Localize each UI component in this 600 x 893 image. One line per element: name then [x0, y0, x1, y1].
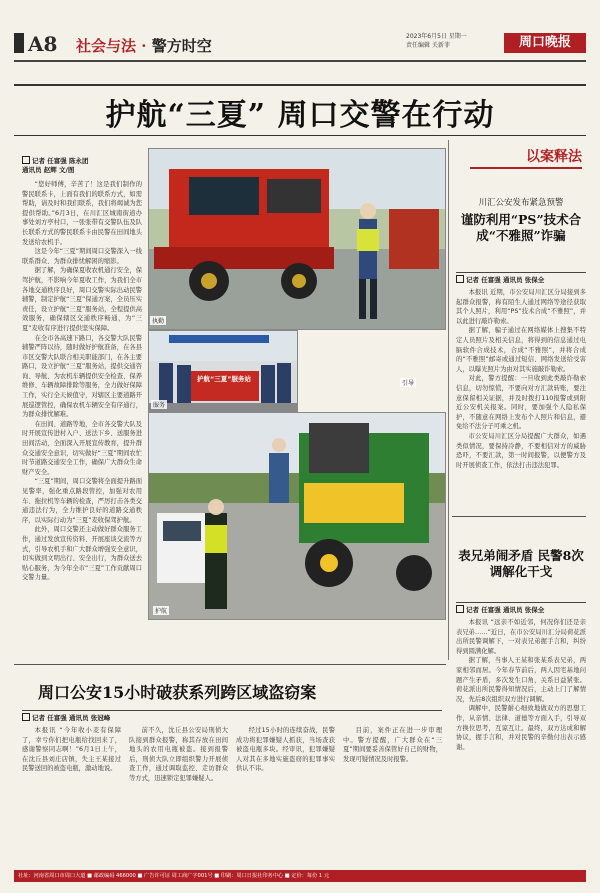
section-subname: 警方时空: [151, 37, 212, 55]
harvester-illustration: [149, 149, 445, 329]
story1-kicker: 川汇公安发布紧急预警: [478, 198, 564, 208]
story2-paragraph: 调解中，民警耐心细致地做双方的思想工作，从亲情、法律、道德等方面入手，引导双方换位思考，互谅互让。最终，双方达成和解协议，握手言和，并对民警的辛勤付出表示感谢。: [456, 705, 586, 751]
byline-marker-icon: [456, 275, 464, 283]
byline-marker-icon: [22, 156, 30, 164]
main-paragraph: 在田间、道路等地，全市各交警大队及时开展宣传进村入户、送法下乡、送服务进田间活动，全面深入开展宣传教育，提升群众交通安全意识，切实做好“三夏”期间农忙时节道路交通安全工作，确保广大群众生命财产安全。: [22, 420, 142, 476]
photo-caption: 服务: [153, 402, 166, 409]
byline-marker-icon: [456, 605, 464, 613]
field-patrol-illustration: [149, 413, 445, 619]
date-line: 2023年6月5日 星期一: [406, 33, 467, 40]
page-number-text: A8: [28, 32, 58, 56]
newspaper-logo: 周口晚报: [504, 33, 586, 53]
photo-caption: 执勤: [152, 318, 165, 325]
story1-paragraph: 据了解，骗子通过在网络媒体上搜集不特定人员照片及相关信息，将得到的信息通过电脑软件合成技术，合成“不雅照”，并将合成的“不雅照”邮寄或通过短信、网络发送给受害人，以曝光照片为由对其实施敲诈勒索。: [456, 327, 586, 373]
main-headline: 护航“三夏” 周口交警在行动: [105, 98, 495, 133]
story1-byline-text: 记者 任富强 通讯员 张保全: [466, 276, 545, 284]
main-story-column: [22, 180, 142, 660]
main-paragraph: 这是今年“三夏”期间周口交警深入一线联系群众、为群众排忧解困的缩影。: [22, 248, 142, 265]
main-paragraph: 据了解，为确保夏收农机通行安全，保驾护航，不影响今年夏收工作，为我们全市各地交通秩序良好，周口交警实际出动民警辅警，制定护航“三夏”保通方案，全员压实责任，设立护航“三夏”服务站，全程提供高效服务，确保辖区交通秩序畅通，为“三夏”麦收有序进行提供坚实保障。: [22, 267, 142, 332]
bottom-paragraph: 本报讯 “今年收小麦有保障了，幸亏你们把电瓶给找回来了，感谢警察同志啊！”6月1日上午，在沈丘县刘庄店镇，失主王某接过民警送回的被盗电瓶，激动地说。: [22, 727, 121, 773]
bottom-byline: [22, 710, 442, 723]
story1-paragraph: 对此，警方提醒：一旦收到此类敲诈勒索信息，切勿惊慌，不要向对方汇款转账，要注意保留相关证据，并及时拨打110报警或到附近公安机关报案。同时，要加强个人隐私保护，不随意在网络上发布个人照片和信息，避免给不法分子可乘之机。: [456, 375, 586, 431]
main-paragraph: 在全市各高速下路口，各交警大队民警辅警严阵以待，随时做好护航准备，在各县市区交警大队联合相关职能部门，在各主要路口，设立护航“三夏”服务站，提供交通咨询、导航、为农机车辆提供安全检查、保养维修、车辆故障排除等服务，全力做好保障工作，实行全天候值守，对辖区主要道路开展巡逻管控，确保农机车辆安全有序通行，为群众排忧解难。: [22, 334, 142, 419]
story2-headline: 表兄弟闹矛盾 民警8次调解化干戈: [458, 548, 584, 579]
photo-field-patrol: [148, 412, 446, 620]
photo-harvester-officer: [148, 148, 446, 330]
story1-byline: [456, 272, 586, 285]
story1-paragraph: 市公安局川汇区分局提醒广大群众，如遇类似情况，要保持冷静，不要相信对方的威胁恐吓，不要汇款，第一时间报警，以便警方及时开展侦查工作，依法打击违法犯罪。: [456, 432, 586, 469]
page-number: [14, 32, 57, 56]
main-paragraph: “三夏”期间，周口交警将全面提升路面见警率，强化重点路段管控，加强对农用车、拖拉机等车辆的检查，严厉打击各类交通违法行为，全力维护良好的道路交通秩序，以实际行动为“三夏”麦收保驾护航。: [22, 478, 142, 524]
bottom-paragraph: 前不久，沈丘县公安局刑侦大队接到群众报警，称其存放在田间地头的农用电瓶被盗。接到报警后，刑侦大队立即组织警力开展侦查工作，通过调取监控、走访群众等方式，迅速锁定犯罪嫌疑人。: [129, 727, 228, 782]
story-separator: [452, 516, 586, 517]
right-column-tag-text: 以案释法: [526, 149, 582, 165]
bottom-paragraph: 经过15小时的连续奋战，民警成功将犯罪嫌疑人抓获，当场查获被盗电瓶多块。经审讯，犯罪嫌疑人对其在多地实施盗窃的犯罪事实供认不讳。: [236, 727, 335, 773]
story2-paragraph: 本报讯 “远亲不如近邻，何况你们还是亲表兄弟……”近日，在市公安局川汇分局荷花派出所民警调解下，一对表兄弟握手言和，纠纷得到圆满化解。: [456, 619, 586, 655]
main-paragraph: “您好师傅，辛苦了！这是我们制作的警民联系卡，上面有我们的联系方式，如需帮助，请及时和我们联系，我们将竭诚为您提供帮助。”6月3日，在川汇区城南街道办事处刘方亭村口，一张张带有交警队伍及队长联系方式的警民联系卡由民警在田间地头发送给农机手。: [22, 181, 142, 246]
photo-caption: 引导: [402, 380, 415, 387]
page-number-block: [14, 33, 24, 53]
editor-line: 责任编辑 关新菲: [406, 42, 450, 49]
page-header: [14, 30, 586, 62]
story1-headline: 谨防利用“PS”技术合成“不雅照”诈骗: [460, 212, 582, 243]
byline-marker-icon: [22, 713, 30, 721]
main-paragraph: 此外，周口交警还主动做好群众服务工作，通过发放宣传资料、开展座谈交流等方式，引导农机手和广大群众增强安全意识，切实做到文明出行、安全出行，为群众送去贴心服务，为今年全市“三夏”工作贡献周口交警力量。: [22, 526, 142, 582]
story2-byline: [456, 602, 586, 615]
headline-bottom-rule: [14, 135, 586, 136]
main-byline-reporters: 记者 任富强 陈永团: [32, 157, 89, 165]
page-footer: 社址：河南省周口市周口大道 ■ 邮政编码 466000 ■ 广告许可证 周工商广字001号 ■ 印刷：周口日报社印务中心 ■ 定价：每份 1 元: [14, 870, 586, 882]
story2-body: [456, 618, 586, 864]
main-byline: [22, 156, 142, 175]
column-divider: [448, 140, 449, 660]
date-block: [406, 32, 496, 50]
photo-service-station: [148, 330, 298, 412]
photo-caption: 护航: [155, 608, 168, 615]
story1-paragraph: 本报讯 近期，市公安局川汇区分局接到多起群众报警，称有陌生人通过网络等途径获取其个人照片，利用“PS”技术合成“不雅照”，并以此进行敲诈勒索。: [456, 289, 586, 325]
service-station-illustration: [149, 331, 297, 411]
story1-body: [456, 288, 586, 504]
headline-top-rule: [14, 84, 586, 86]
bottom-story-top-rule: [14, 664, 446, 665]
service-station-sign: 护航“三夏”服务站: [196, 375, 252, 383]
bottom-story-body: [22, 726, 442, 864]
bottom-headline: 周口公安15小时破获系列跨区域盗窃案: [38, 683, 317, 702]
right-column-tag: [470, 145, 582, 169]
main-byline-correspondent: 通讯员 赵辉 文/图: [22, 166, 75, 174]
bottom-paragraph: 目前，案件正在进一步审理中。警方提醒，广大群众在“三夏”期间要妥善保管好自己的财物，发现可疑情况及时报警。: [343, 727, 442, 763]
story2-byline-text: 记者 任富强 通讯员 张保全: [466, 606, 545, 614]
section-name: 社会与法: [76, 37, 137, 55]
section-title: 社会与法 · 警方时空: [76, 37, 212, 55]
story2-paragraph: 据了解，当事人王某和张某系表兄弟，两家相邻而居。今年春节前后，两人因宅基地问题产生矛盾，多次发生口角，关系日益紧张。荷花派出所民警得知情况后，主动上门了解情况，先后8次组织双方进行调解。: [456, 657, 586, 703]
bottom-byline-text: 记者 任富强 通讯员 张冠峰: [32, 714, 111, 722]
